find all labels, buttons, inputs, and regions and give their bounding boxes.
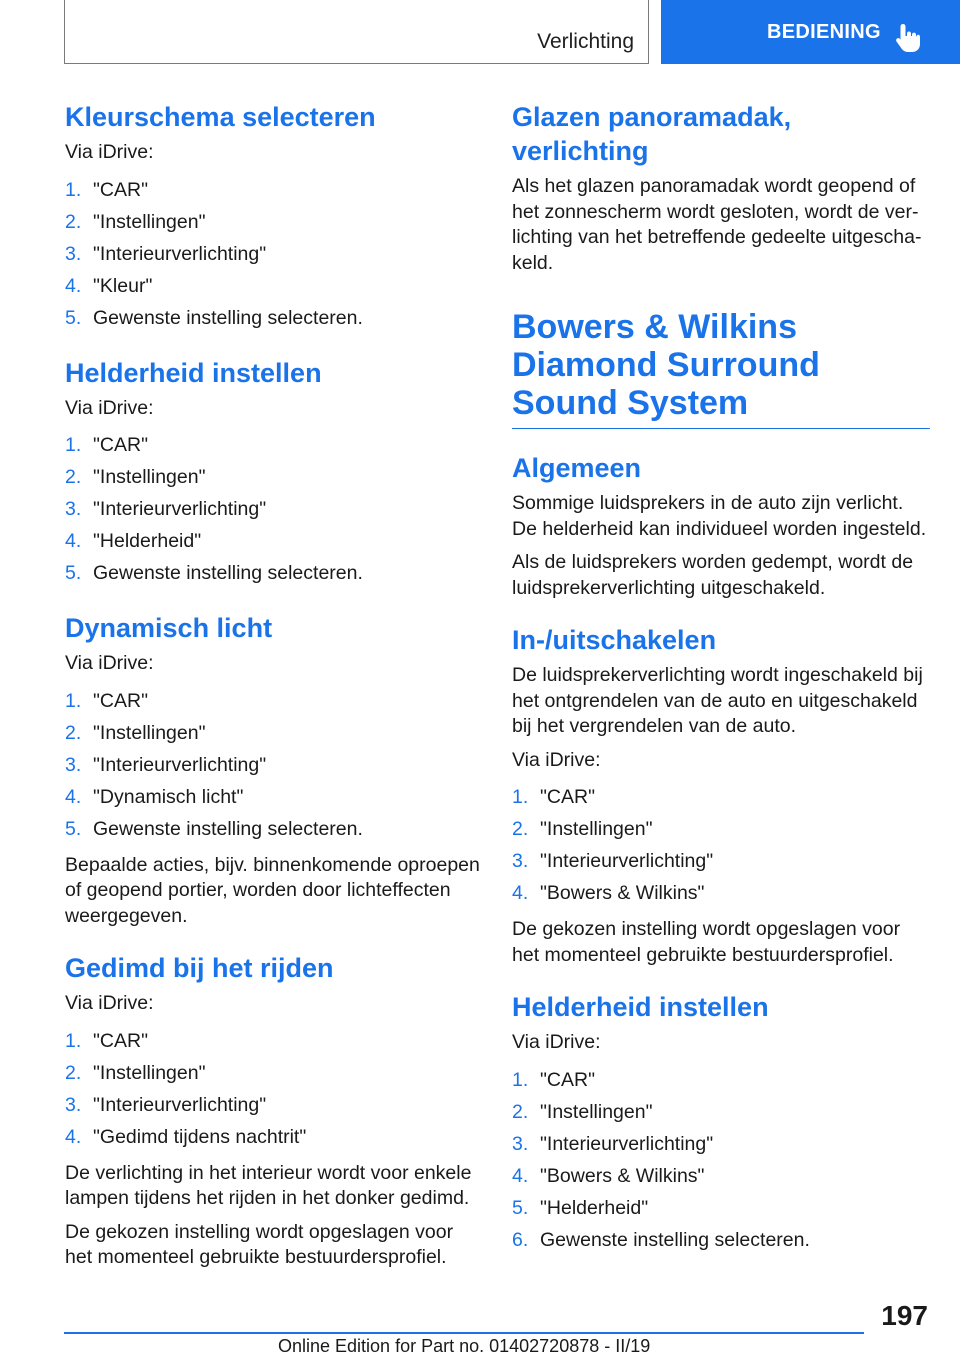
hand-pointer-icon: [894, 22, 922, 54]
body-text: De luidsprekerverlichting wordt ingeschakeld bij het ontgrendelen van de auto en uitgeschakeld bij het vergrendelen van de auto.: [512, 664, 923, 737]
intro-text: Via iDrive:: [512, 748, 601, 771]
steps-list: [512, 781, 930, 909]
page-number: 197: [881, 1300, 928, 1331]
intro-text: Via iDrive:: [65, 992, 154, 1014]
page-header: [0, 0, 960, 66]
list-item: 5. Gewenste instelling selecteren.: [65, 306, 363, 329]
section-brightness: [65, 356, 485, 590]
list-item: 2. "Instellingen": [65, 466, 206, 488]
steps-list: [512, 1064, 930, 1256]
list-item: 2. "Instellingen": [512, 1100, 653, 1123]
list-item: 3. "Interieurverlichting": [65, 1093, 267, 1116]
list-item: 6. Gewenste instelling selecteren.: [512, 1228, 810, 1251]
list-item: 4. "Bowers & Wilkins": [512, 1164, 705, 1187]
note-text: De gekozen instelling wordt opgeslagen voor het momenteel gebruikte bestuurdersprofiel.: [512, 918, 901, 966]
section-dimmed-driving: [65, 951, 485, 1271]
right-column: [512, 100, 930, 1256]
body-text: Sommige luidsprekers in de auto zijn verlicht. De helderheid kan individueel worden ingesteld.: [512, 492, 927, 540]
heading-brightness: Helderheid instellen: [65, 357, 322, 388]
steps-list: [65, 429, 485, 589]
list-item: 2. "Instellingen": [65, 1061, 206, 1084]
heading-general: Algemeen: [512, 453, 642, 483]
heading-panorama-roof: Glazen panoramadak, verlichting: [512, 102, 792, 166]
section-dynamic-light: [65, 611, 485, 929]
heading-dimmed-driving: Gedimd bij het rijden: [65, 953, 334, 983]
list-item: 1. "CAR": [65, 434, 149, 456]
section-general: [512, 451, 930, 601]
heading-switch: In-/uitschakelen: [512, 625, 717, 655]
chapter-tab: [661, 0, 960, 64]
edition-text: Online Edition for Part no. 01402720878 - II/19: [278, 1336, 651, 1356]
list-item: 4. "Gedimd tijdens nachtrit": [65, 1125, 307, 1148]
section-speaker-brightness: [512, 990, 930, 1256]
steps-list: [65, 1025, 485, 1153]
intro-text: Via iDrive:: [512, 1031, 601, 1053]
list-item: 3. "Interieurverlichting": [65, 242, 267, 265]
steps-list: [65, 174, 485, 334]
list-item: 1. "CAR": [65, 178, 149, 201]
body-text: Als het glazen panoramadak wordt geopend of het zonnescherm wordt gesloten, wordt de ver-lichting van het betreffende gedeelte uitgescha-keld.: [512, 175, 922, 274]
main-title: Bowers & Wilkins Diamond Surround Sound System: [512, 308, 930, 429]
list-item: 1. "CAR": [512, 786, 596, 808]
list-item: 3. "Interieurverlichting": [65, 753, 267, 776]
list-item: 1. "CAR": [65, 689, 149, 712]
list-item: 1. "CAR": [65, 1029, 149, 1052]
left-column: [65, 100, 485, 1271]
list-item: 5. Gewenste instelling selecteren.: [65, 817, 363, 840]
list-item: 4. "Helderheid": [65, 530, 202, 552]
list-item: 2. "Instellingen": [512, 818, 653, 840]
list-item: 2. "Instellingen": [65, 210, 206, 233]
list-item: 3. "Interieurverlichting": [512, 850, 714, 872]
list-item: 1. "CAR": [512, 1068, 596, 1091]
intro-text: Via iDrive:: [65, 652, 154, 674]
heading-dynamic-light: Dynamisch licht: [65, 613, 273, 643]
note-text: De gekozen instelling wordt opgeslagen voor het momenteel gebruikte bestuurdersprofiel.: [65, 1220, 454, 1268]
section-color-scheme: [65, 100, 485, 334]
list-item: 4. "Kleur": [65, 274, 153, 297]
intro-text: Via iDrive:: [65, 396, 154, 419]
intro-text: Via iDrive:: [65, 141, 154, 163]
heading-speaker-brightness: Helderheid instellen: [512, 992, 769, 1022]
footer-divider: [64, 1332, 864, 1334]
section-switch: [512, 623, 930, 968]
section-panorama-roof: [512, 100, 930, 276]
section-title: Verlichting: [537, 30, 634, 53]
steps-list: [65, 685, 485, 845]
list-item: 2. "Instellingen": [65, 721, 206, 744]
list-item: 4. "Bowers & Wilkins": [512, 882, 705, 904]
heading-color-scheme: Kleurschema selecteren: [65, 102, 376, 132]
list-item: 5. "Helderheid": [512, 1196, 649, 1219]
list-item: 5. Gewenste instelling selecteren.: [65, 562, 363, 584]
list-item: 3. "Interieurverlichting": [512, 1132, 714, 1155]
list-item: 4. "Dynamisch licht": [65, 785, 244, 808]
chapter-title: BEDIENING: [767, 20, 881, 43]
note-text: Bepaalde acties, bijv. binnenkomende oproepen of geopend portier, worden door lichteffecten weergegeven.: [65, 853, 480, 927]
note-text: De verlichting in het interieur wordt voor enkele lampen tijdens het rijden in het donker gedimd.: [65, 1161, 472, 1209]
body-text: Als de luidsprekers worden gedempt, wordt de luidsprekerverlichting uitgeschakeld.: [512, 551, 914, 599]
list-item: 3. "Interieurverlichting": [65, 498, 267, 520]
